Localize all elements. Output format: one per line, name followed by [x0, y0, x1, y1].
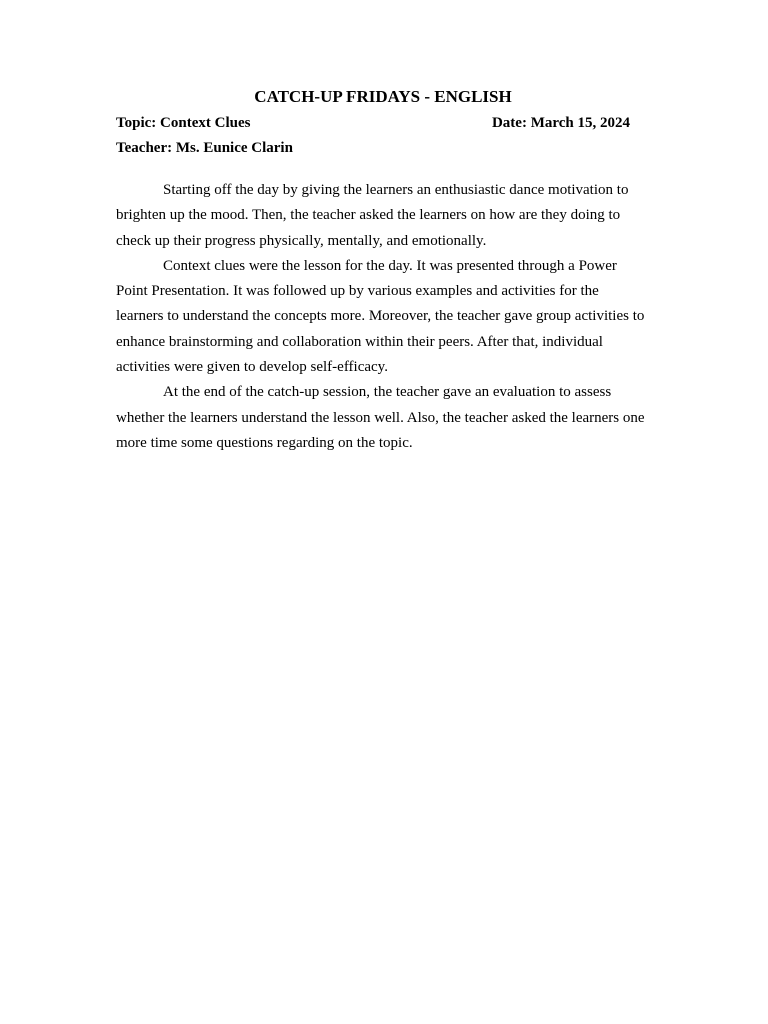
document-title: CATCH-UP FRIDAYS - ENGLISH — [254, 87, 512, 106]
teacher-label: Teacher: Ms. Eunice Clarin — [116, 140, 293, 156]
body-text — [116, 178, 650, 456]
document-page — [116, 86, 650, 456]
date-label: Date: March 15, 2024 — [491, 115, 630, 131]
teacher-row — [116, 139, 650, 158]
paragraph-1: Starting off the day by giving the learners an enthusiastic dance motivation to brighten up the mood. Then, the teacher asked the learners on how are they doing to check up their progress physically, mentally, and emotionally. — [116, 182, 629, 249]
paragraph-2: Context clues were the lesson for the day. It was presented through a Power Point Presentation. It was followed up by various examples and activities for the learners to understand the concepts more. Moreover, the teacher gave group activities to enhance brainstorming and collaboration within their peers. After that, individual activities were given to develop self-efficacy. — [116, 257, 645, 376]
paragraph-3: At the end of the catch-up session, the teacher gave an evaluation to assess whether the learners understand the lesson well. Also, the teacher asked the learners one more time some questions regarding on the topic. — [116, 384, 645, 451]
topic-date-row — [116, 114, 650, 133]
topic-label: Topic: Context Clues — [116, 115, 251, 131]
